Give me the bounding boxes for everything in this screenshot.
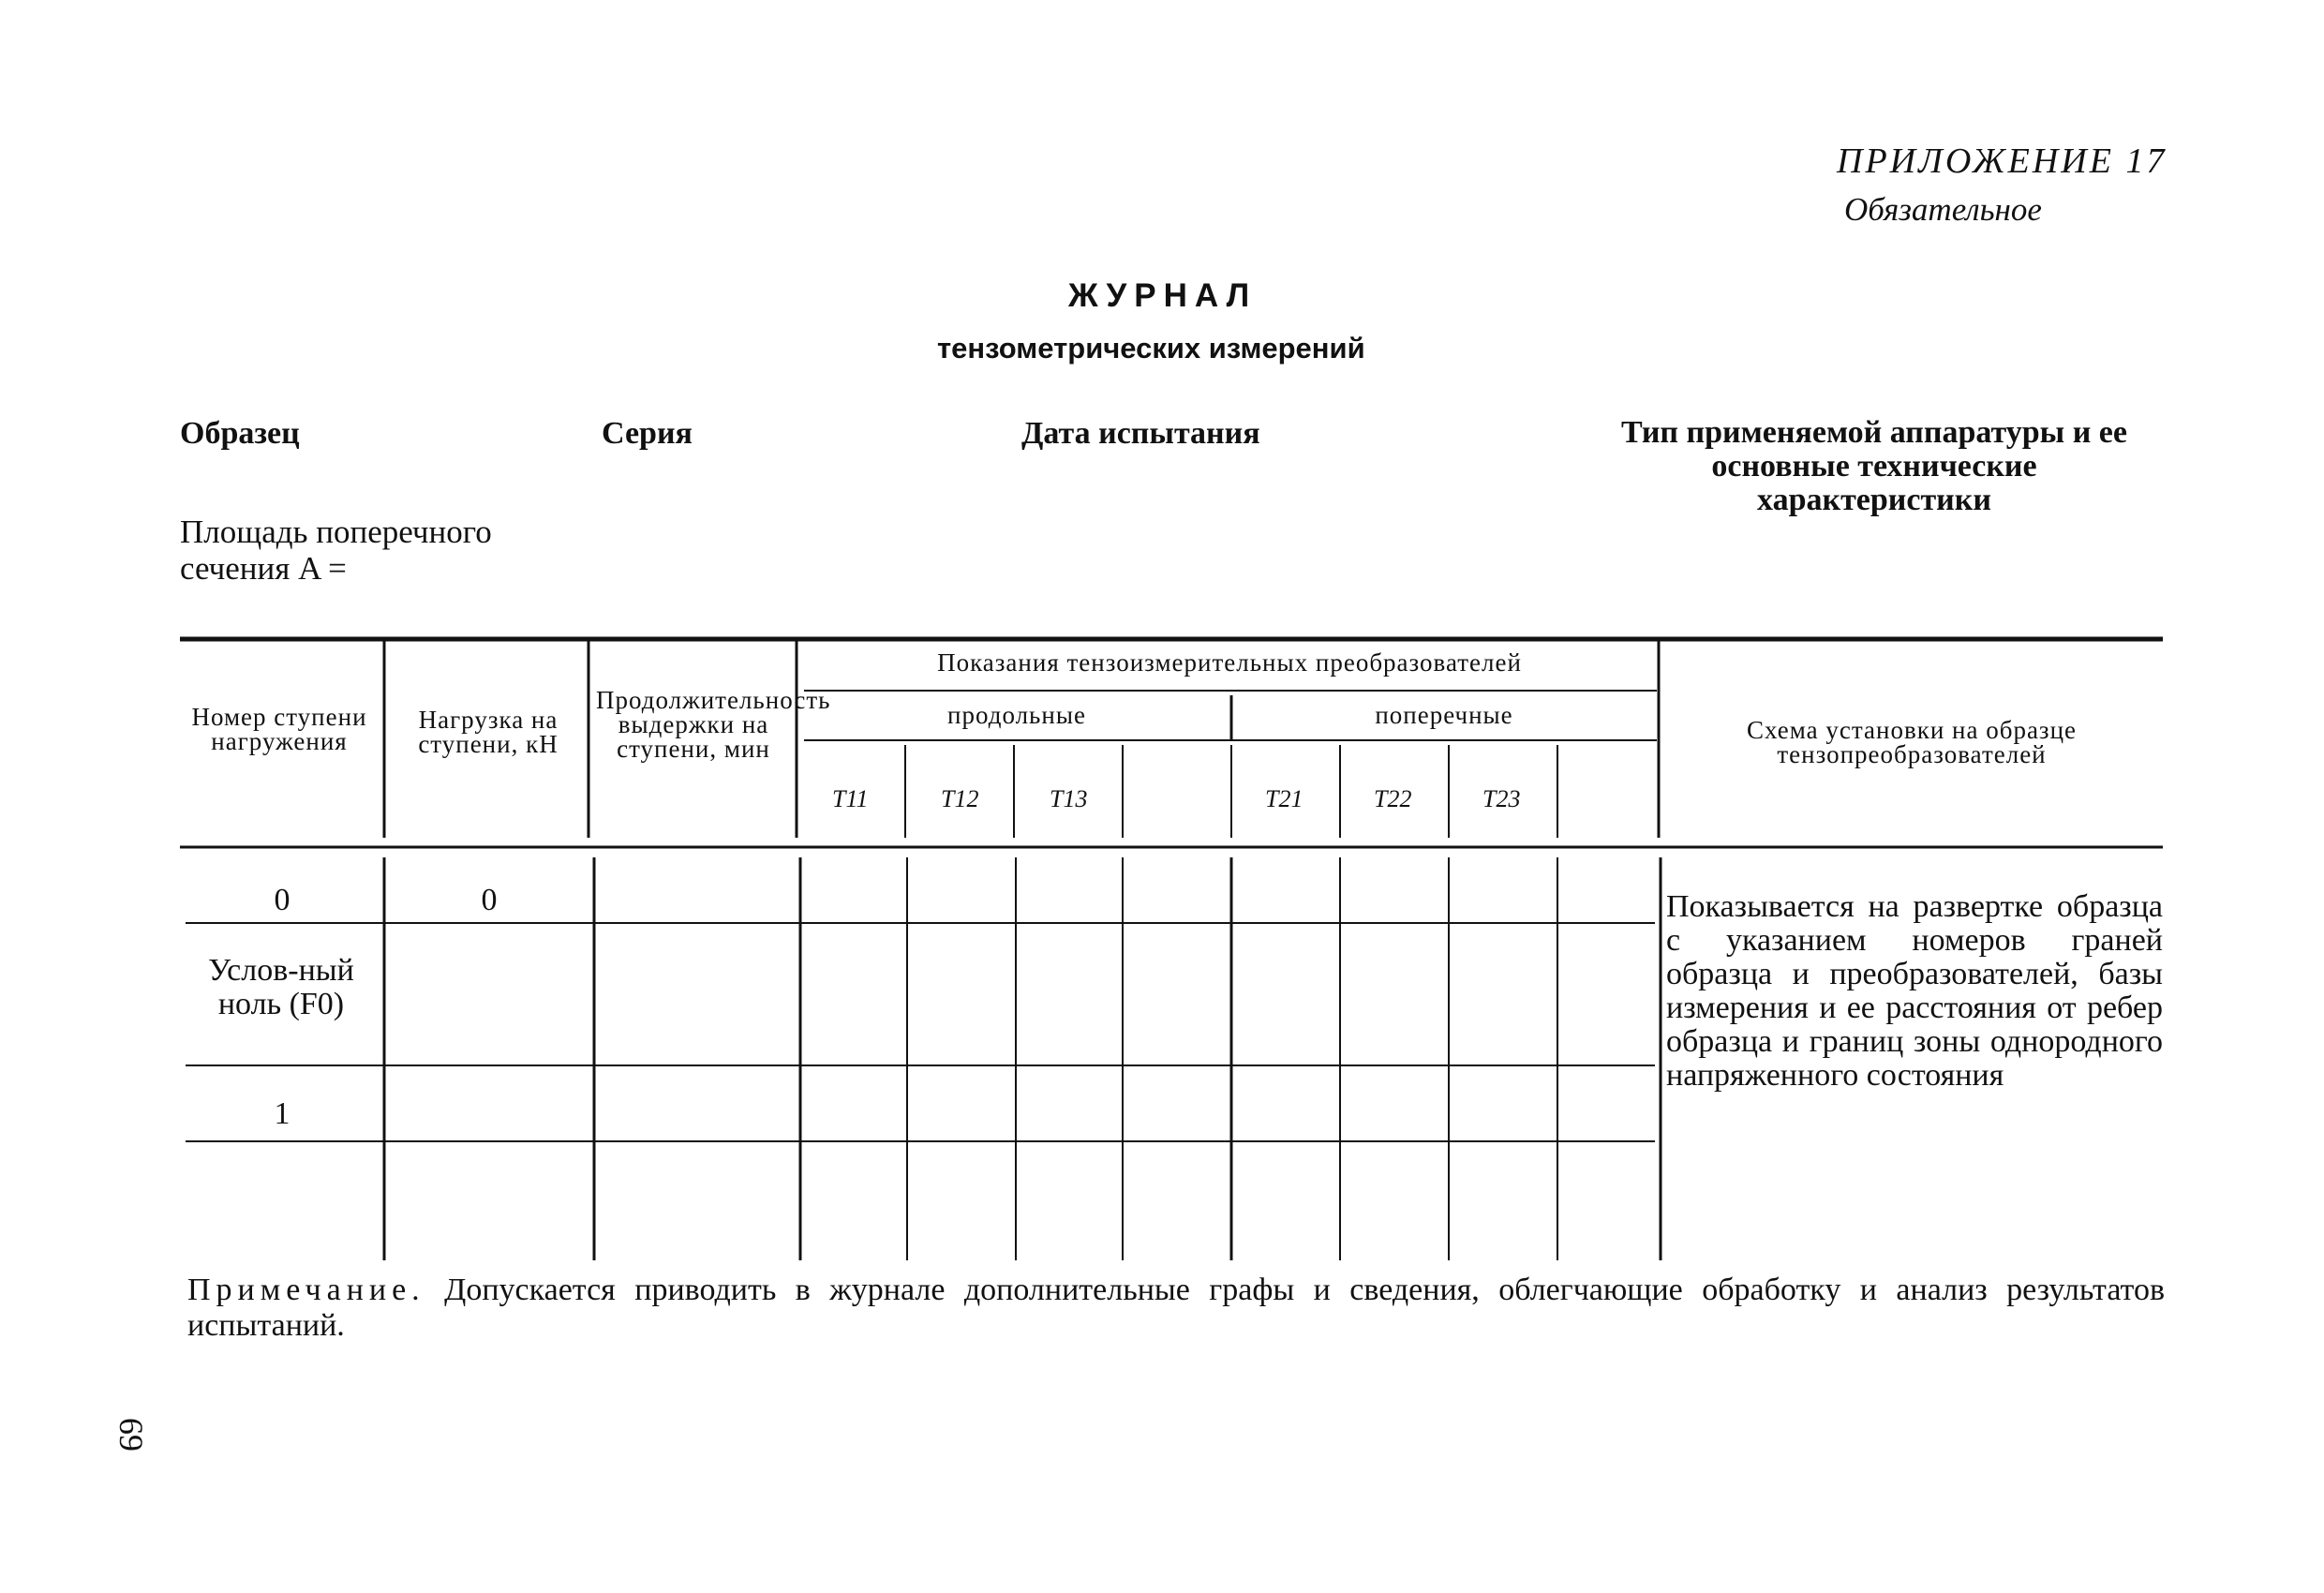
sensor-label-t23: T23 (1482, 785, 1521, 812)
col-header-load: Нагрузка на ступени, кН (418, 706, 559, 758)
journal-subtitle: тензометрических измерений (937, 332, 1365, 365)
field-series: Серия (602, 416, 693, 451)
col-header-step: Номер ступени нагружения (191, 703, 367, 755)
col-header-duration: Продолжительность выдержки на ступени, мин (596, 686, 831, 763)
area-label-line2: сечения A = (180, 550, 347, 587)
field-test-date: Дата испытания (1021, 416, 1260, 451)
note-label: Примечание. (187, 1273, 425, 1307)
row-step-0: 0 (274, 883, 290, 917)
row-step-1: 1 (274, 1096, 290, 1131)
group-longitudinal: продольные (947, 701, 1086, 729)
schema-description: Показывается на развертке образца с указанием номеров граней образца и преобразователей, базы измерения и ее расстояния от ребер образца и границ зоны однородного напряженного состояния (1666, 889, 2163, 1093)
appendix-status: Обязательное (1844, 191, 2042, 228)
page-number: 69 (112, 1418, 150, 1452)
sensor-label-t12: T12 (941, 785, 979, 812)
group-transverse: поперечные (1375, 701, 1513, 729)
sensor-label-t13: T13 (1050, 785, 1088, 812)
sensor-label-t21: T21 (1265, 785, 1304, 812)
col-header-schema: Схема установки на образце тензопреобразователей (1746, 716, 2078, 768)
row-load-0: 0 (481, 883, 498, 917)
sensor-label-t11: T11 (832, 785, 869, 812)
note (187, 1273, 2165, 1344)
col-header-readings: Показания тензоизмерительных преобразователей (937, 648, 1522, 677)
field-sample: Образец (180, 416, 300, 451)
journal-title: ЖУРНАЛ (1068, 277, 1258, 314)
area-label-line1: Площадь поперечного (180, 514, 492, 550)
note-text: Допускается приводить в журнале дополнительные графы и сведения, облегчающие обработку и анализ результатов испытаний. (187, 1273, 2165, 1343)
field-equipment: Тип применяемой аппаратуры и ее основные технические характеристики (1621, 415, 2127, 517)
row-step-conditional-zero: Услов-ный ноль (F0) (208, 953, 354, 1021)
appendix-title: ПРИЛОЖЕНИЕ 17 (1837, 141, 2168, 181)
sensor-label-t22: T22 (1374, 785, 1412, 812)
